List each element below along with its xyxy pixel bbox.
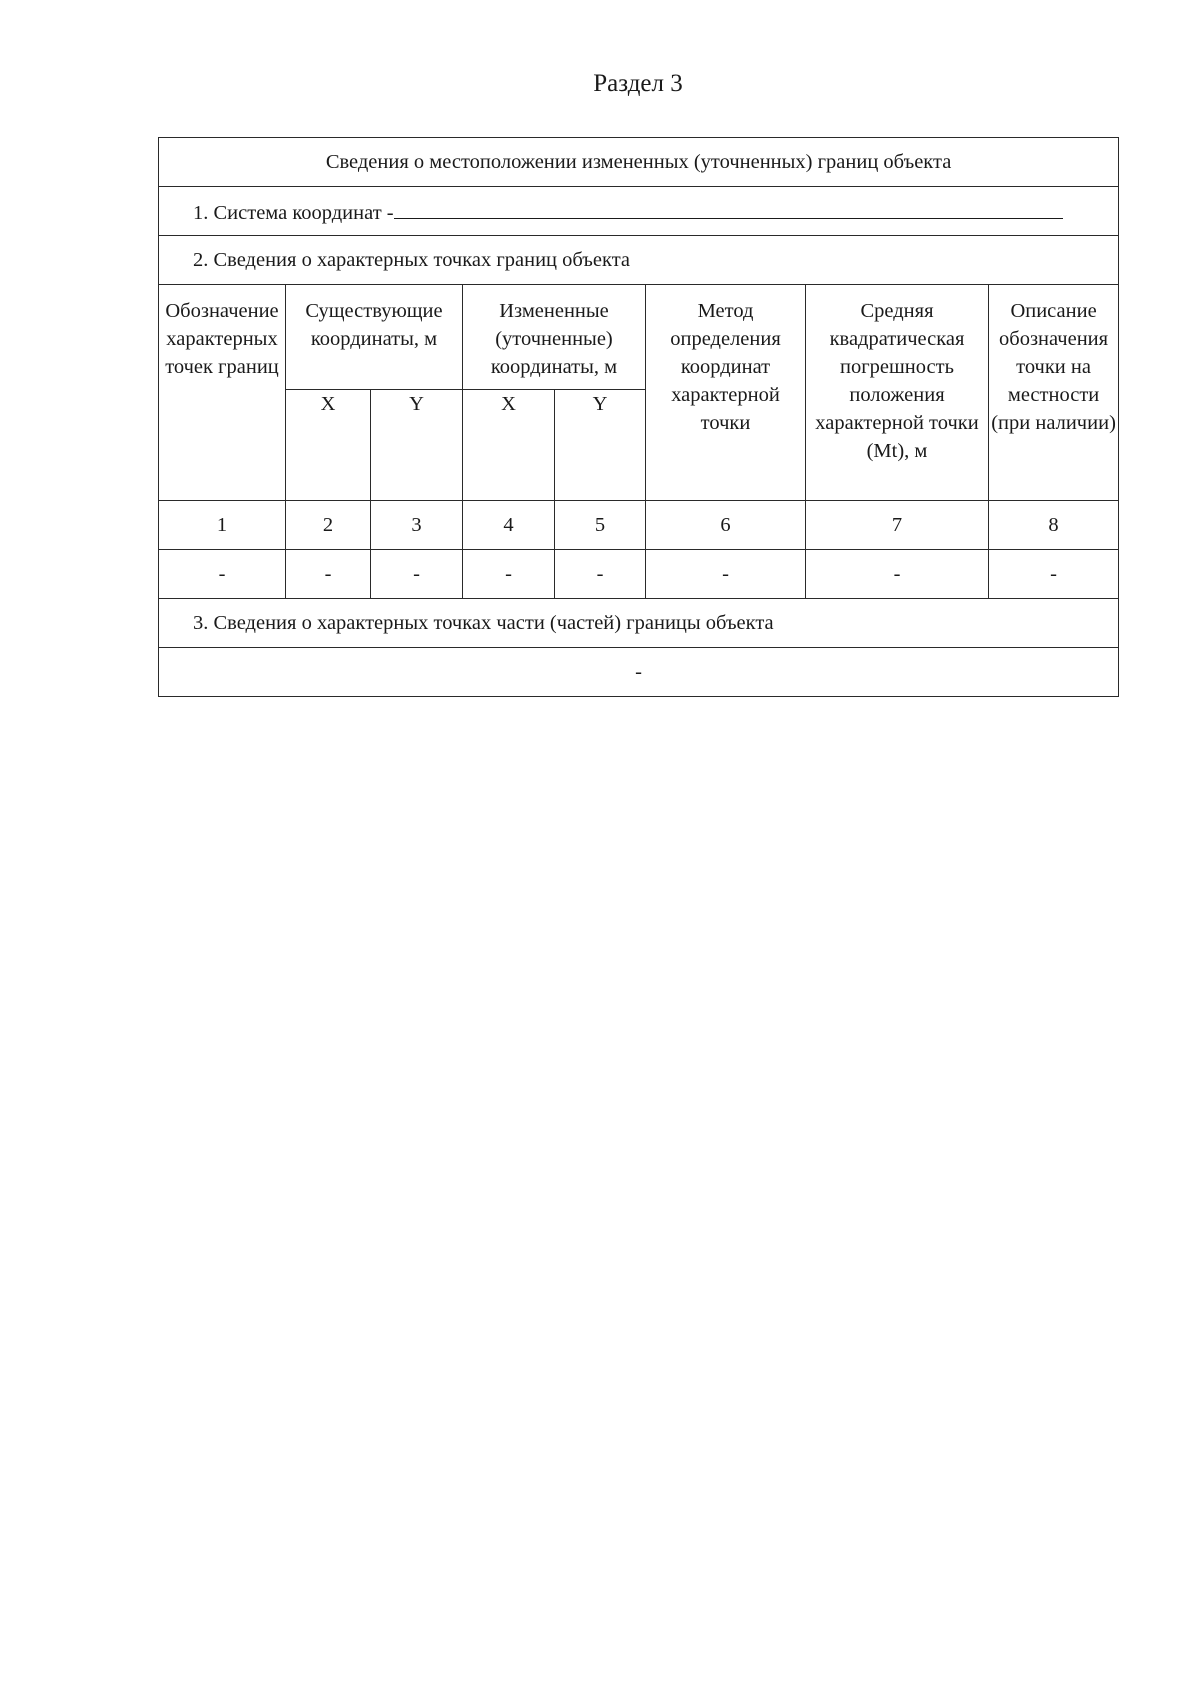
column-number: 3 (371, 501, 463, 550)
coord-system-cell (159, 187, 1119, 236)
parts-heading-row (159, 599, 1119, 648)
table-row (159, 550, 1119, 599)
header-x-existing: X (286, 390, 371, 501)
table-cell: - (646, 550, 806, 599)
column-number: 6 (646, 501, 806, 550)
column-number: 4 (463, 501, 555, 550)
coord-system-label: 1. Система координат - (193, 201, 394, 224)
column-number: 1 (159, 501, 286, 550)
column-number: 8 (989, 501, 1119, 550)
header-x-changed: X (463, 390, 555, 501)
header-existing-coords: Существующие координаты, м (286, 285, 463, 390)
points-heading: 2. Сведения о характерных точках границ объекта (159, 236, 1119, 285)
coord-system-blank-line (394, 196, 1063, 219)
section-title: Раздел 3 (593, 70, 683, 97)
column-number: 5 (555, 501, 646, 550)
header-designation: Обозначение характерных точек границ (159, 285, 286, 501)
header-y-existing: Y (371, 390, 463, 501)
header-y-changed: Y (555, 390, 646, 501)
coord-system-row (159, 187, 1119, 236)
points-heading-row (159, 236, 1119, 285)
table-cell: - (159, 550, 286, 599)
table-cell: - (371, 550, 463, 599)
table-title: Сведения о местоположении измененных (уточненных) границ объекта (159, 138, 1119, 187)
table-cell: - (555, 550, 646, 599)
table-cell: - (806, 550, 989, 599)
parts-value: - (159, 648, 1119, 697)
header-mean-error: Средняя квадратическая погрешность положения характерной точки (Mt), м (806, 285, 989, 501)
parts-heading: 3. Сведения о характерных точках части (частей) границы объекта (159, 599, 1119, 648)
parts-value-row (159, 648, 1119, 697)
header-method: Метод определения координат характерной точки (646, 285, 806, 501)
table-cell: - (286, 550, 371, 599)
table-title-row (159, 138, 1119, 187)
header-changed-coords: Измененные (уточненные) координаты, м (463, 285, 646, 390)
column-number-row (159, 501, 1119, 550)
boundary-table (158, 137, 1119, 697)
table-cell: - (463, 550, 555, 599)
header-row (159, 285, 1119, 390)
column-number: 2 (286, 501, 371, 550)
table-cell: - (989, 550, 1119, 599)
column-number: 7 (806, 501, 989, 550)
header-description: Описание обозначения точки на местности (при наличии) (989, 285, 1119, 501)
